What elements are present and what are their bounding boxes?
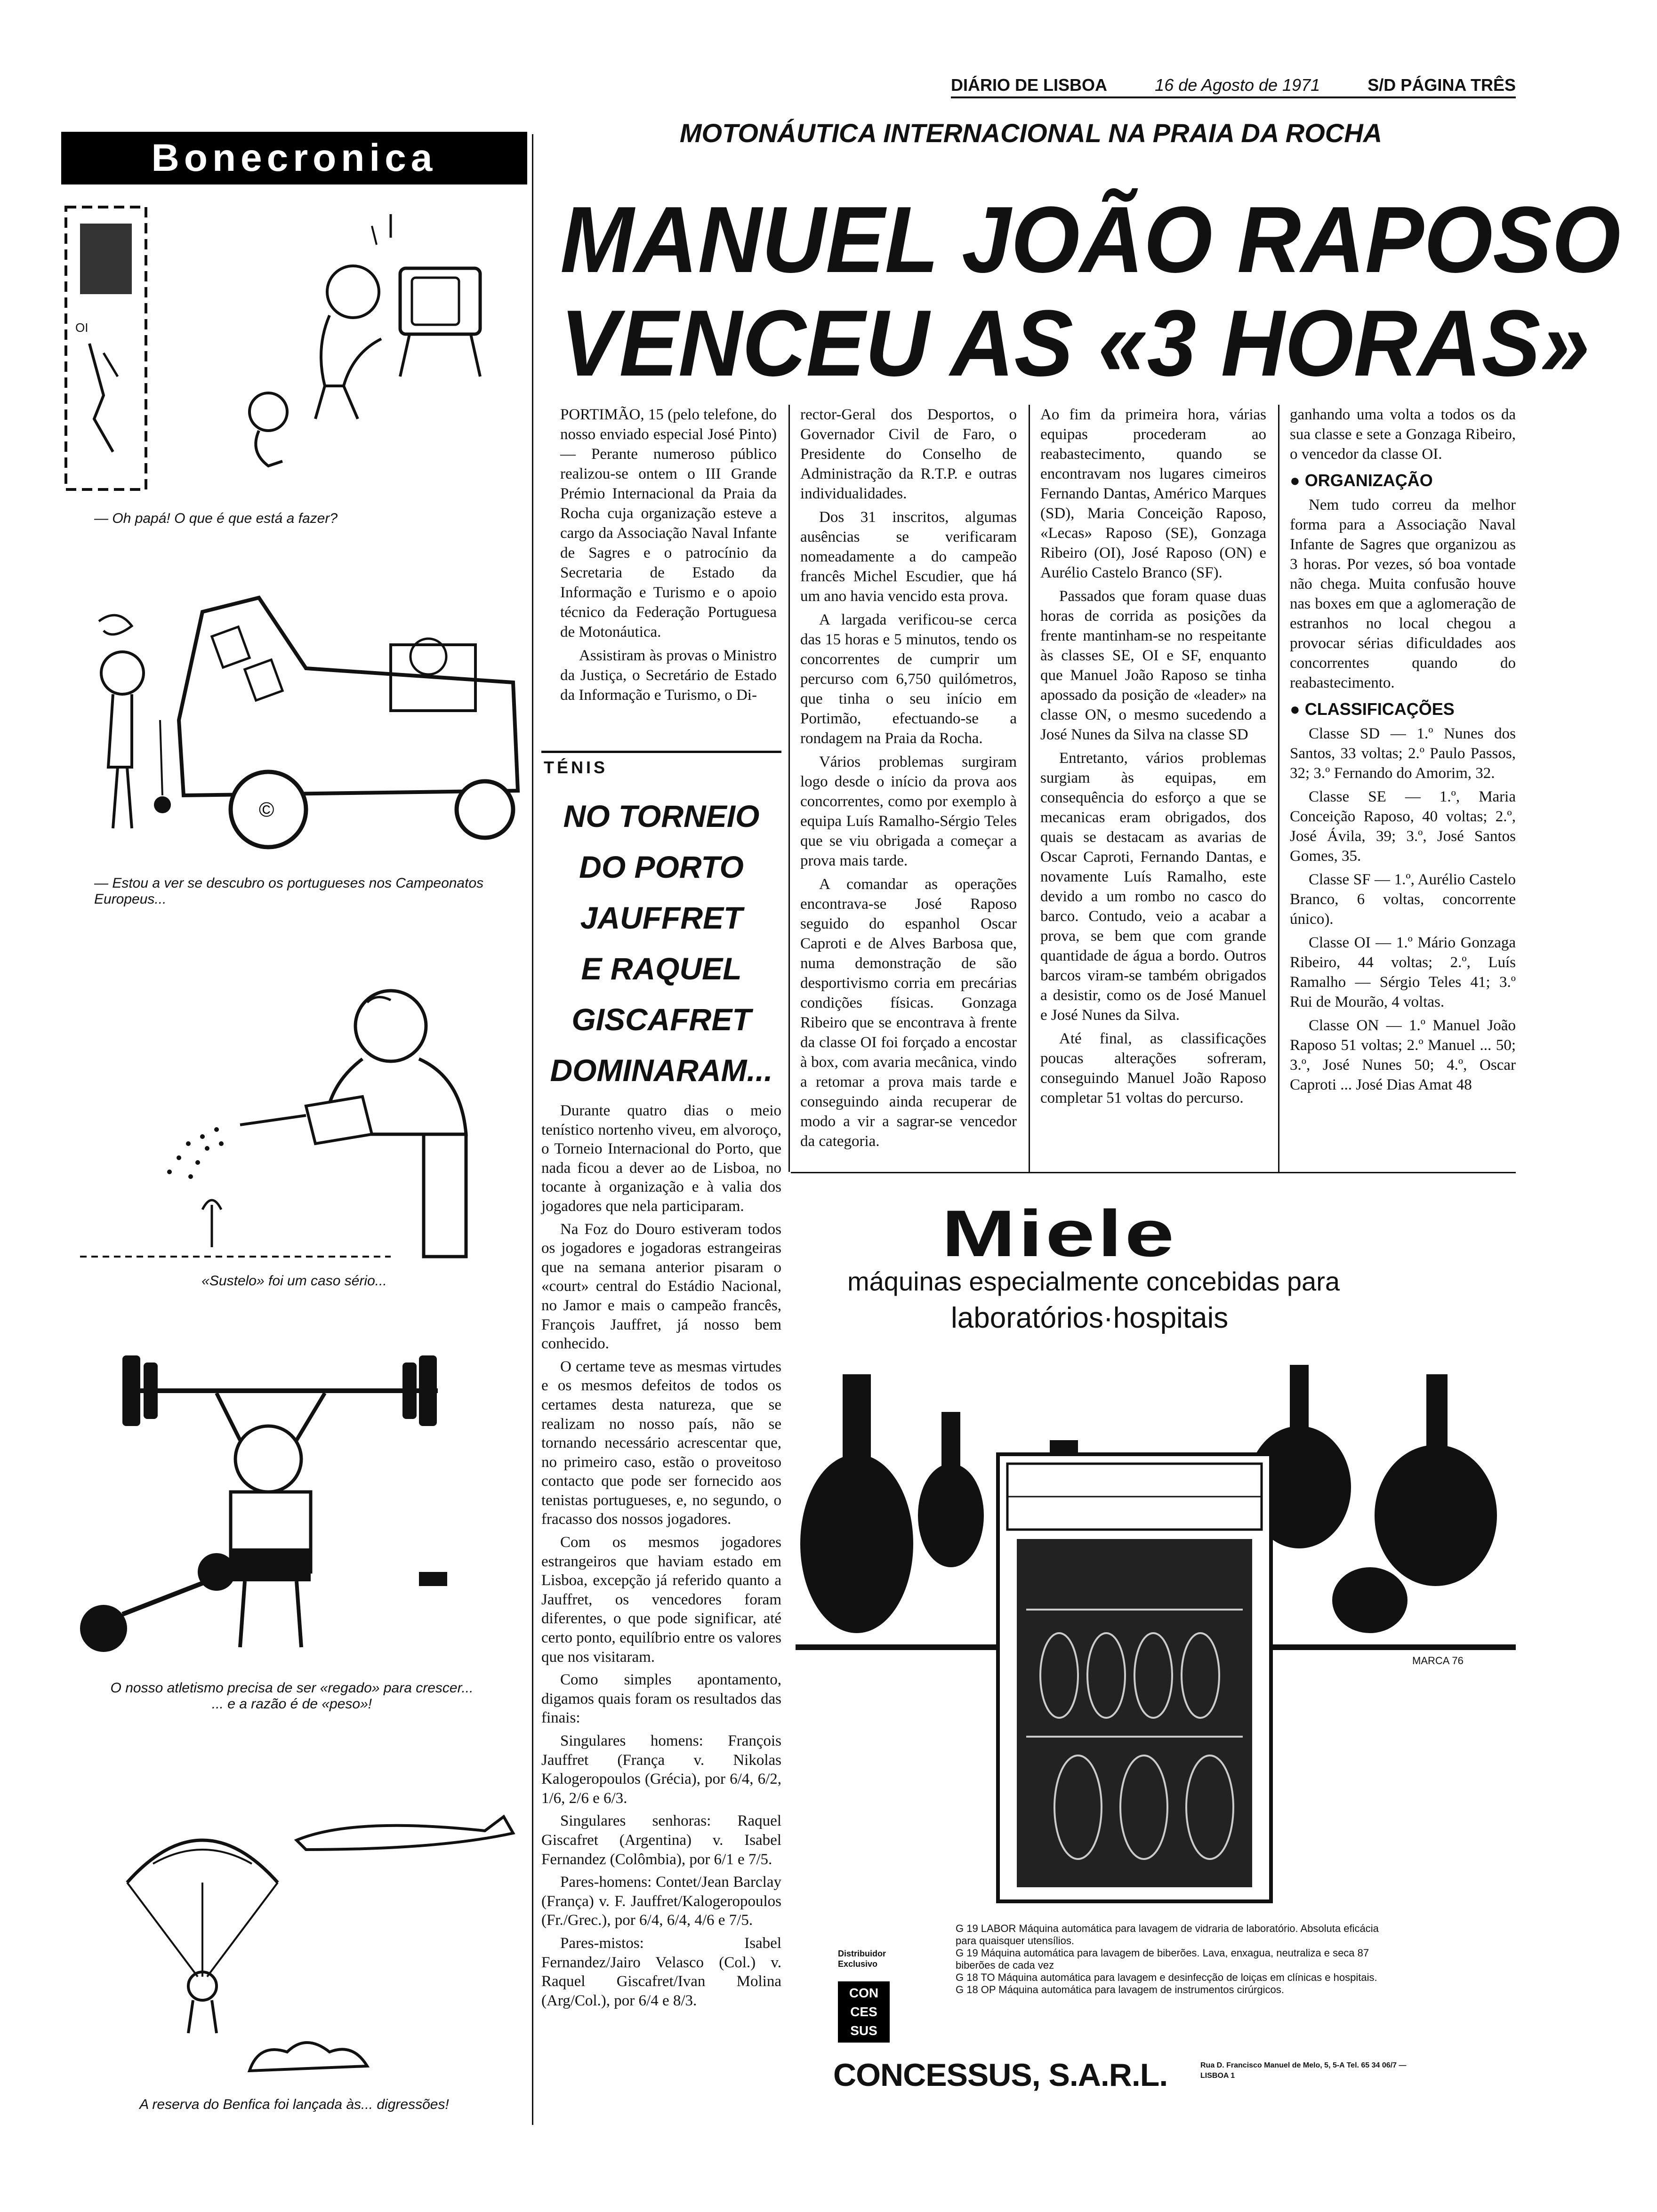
article-col-3 (1040, 405, 1266, 1112)
tenis-paragraph: Durante quatro dias o meio tenístico nortenho viveu, em alvoroço, o Torneio Internacional do Porto, que nada ficou a dever ao de Lisboa, no tocante à organização e à valia dos jogadores que nela participaram. (541, 1102, 781, 1215)
article-col4-intro: ganhando uma volta a todos os da sua classe e sete a Gonzaga Ribeiro, o vencedor da classe OI. (1290, 406, 1516, 463)
classifications-list (1290, 724, 1516, 1095)
panel-tag: OI (75, 321, 88, 335)
classification-item: Classe SF — 1.º, Aurélio Castelo Branco, 6 voltas, concorrente único). (1290, 871, 1516, 928)
tenis-top-rule (541, 751, 781, 753)
article-headline-line1: MANUEL JOÃO RAPOSO (560, 187, 1621, 292)
article-col2-p4: Vários problemas surgiram logo desde o início da prova aos concorrentes, como por exemplo à equipa Luís Ramalho-Sérgio Teles que se viu obrigada a começar a prova mais tarde. (800, 753, 1017, 869)
article-col3-p2: Passados que foram quase duas horas de corrida as posições da frente mantinham-se no respeitante às classes SE, OI e SF, enquanto que Manuel João Raposo se tinha apossado da posição de «leader» na classe ON, o mesmo sucedendo a José Nunes da Silva na classe SD (1040, 588, 1266, 743)
tenis-paragraph: Singulares homens: François Jauffret (França v. Nikolas Kalogeropoulos (Grécia), por 6/4, 6/2, 1/6, 2/6 e 6/3. (541, 1732, 781, 1807)
tenis-headline-line: NO TORNEIO (563, 799, 760, 834)
concessus-logo-text: CON CES SUS (849, 1986, 879, 2038)
car-cartoon-illustration (61, 565, 527, 866)
cartoon-panel-1 (61, 198, 527, 499)
tenis-headline-line: GISCAFRET (571, 1002, 751, 1037)
article-col1-p1: PORTIMÃO, 15 (pelo telefone, do nosso enviado especial José Pinto) — Perante numeroso público realizou-se ontem o III Grande Prémio Internacional da Praia da Rocha cuja organização esteve a cargo da Associação Naval Infante de Sagres e o patrocínio da Secretaria de Estado da Informação e Turismo e o apoio técnico da Federação Portuguesa de Motonáutica. (560, 406, 777, 641)
cartoon-panel-4 (61, 1327, 527, 1666)
classifications-heading: ● CLASSIFICAÇÕES (1290, 699, 1455, 719)
tenis-paragraph: Singulares senhoras: Raquel Giscafret (Argentina) v. Isabel Fernandez (Colômbia), por 6/1 e 7/5. (541, 1812, 781, 1868)
article-headline-line2: VENCEU AS «3 HORAS» (560, 291, 1590, 396)
bonecronica-title: Bonecronica (151, 136, 437, 179)
tenis-headline-line: E RAQUEL (581, 951, 742, 986)
tenis-headline-line: JAUFFRET (580, 900, 743, 935)
tenis-paragraph: O certame teve as mesmas virtudes e os mesmos defeitos de todos os certames desta natureza, que se realizam no nosso país, não se tornando necessário acrescentar que, no primeiro caso, estão o proveitoso contacto que pode ser fornecido aos tenistas portugueses, e, no segundo, o fracasso dos nossos jogadores. (541, 1358, 781, 1528)
watering-cartoon-illustration (61, 955, 527, 1261)
article-col3-p1: Ao fim da primeira hora, várias equipas procederam ao reabastecimento, quando se encontravam nos lugares cimeiros Fernando Dantas, Américo Marques (SD), Maria Conceição Raposo, «Lecas» Raposo (SE), Gonzaga Ribeiro (OI), José Raposo (ON) e Aurélio Castelo Branco (SF). (1040, 406, 1266, 581)
ad-mark: MARCA 76 (1412, 1655, 1464, 1667)
tenis-body (541, 1101, 781, 2014)
article-bottom-rule (791, 1172, 1516, 1173)
tenis-headline (541, 791, 781, 1096)
masthead-rule (951, 96, 1516, 98)
organization-text: Nem tudo correu da melhor forma para a Associação Naval Infante de Sagres que organizou as 3 horas. Por vezes, só boa vontade não chega. Muita confusão houve nas boxes em que a aglomeração de estranhos no local chegou a provocar sérias dificuldades aos concorrentes quando do reabastecimento. (1290, 497, 1516, 691)
tenis-headline-line: DOMINARAM... (550, 1053, 773, 1088)
tenis-label: TÉNIS (544, 758, 608, 777)
concessus-logo (838, 1981, 890, 2043)
article-col-1 (560, 405, 777, 709)
classification-item: Classe ON — 1.º Manuel João Raposo 51 voltas; 2.º Manuel ... 50; 3.º, José Nunes 50; 4.º, Oscar Caproti ... José Dias Amat 48 (1290, 1017, 1516, 1093)
article-col3-p4: Até final, as classificações poucas alterações sofreram, conseguindo Manuel João Raposo completar 51 voltas do percurso. (1040, 1030, 1266, 1106)
article-separator-1 (788, 405, 790, 1172)
cartoon-panel-2 (61, 565, 527, 866)
caption-4: O nosso atletismo precisa de ser «regado» para crescer... ... e a razão é de «peso»! (110, 1680, 474, 1712)
masthead (951, 75, 1516, 95)
ad-address: Rua D. Francisco Manuel de Melo, 5, 5-A Tel. 65 34 06/7 — LISBOA 1 (1200, 2061, 1407, 2080)
article-col2-p2: Dos 31 inscritos, algumas ausências se verificaram nomeadamente a do campeão francês Michel Escudier, que há um ano havia vencido esta prova. (800, 509, 1017, 605)
ad-model-item: G 19 LABOR Máquina automática para lavagem de vidraria de laboratório. Absoluta eficácia para quaisquer utensílios. (956, 1923, 1379, 1947)
masthead-page: S/D PÁGINA TRÊS (1367, 75, 1516, 95)
article-separator-3 (1278, 405, 1279, 1172)
masthead-paper: DIÁRIO DE LISBOA (951, 75, 1108, 95)
organization-heading: ● ORGANIZAÇÃO (1290, 471, 1433, 490)
parachute-cartoon-illustration (61, 1779, 527, 2090)
cartoon-panel-3 (61, 955, 527, 1261)
article-col2-p1: rector-Geral dos Desportos, o Governador Civil de Faro, o Presidente do Conselho de Administração da R.T.P. e outras individualidades. (800, 406, 1017, 502)
article-kicker: MOTONÁUTICA INTERNACIONAL NA PRAIA DA ROCHA (679, 118, 1383, 148)
article-col2-p5: A comandar as operações encontrava-se José Raposo seguido do espanhol Oscar Caproti e de Alves Barbosa que, numa demonstração de são desportivismo corria em precárias condições físicas. Gonzaga Ribeiro que se encontrava à frente da classe OI foi forçado a encostar à box, com avaria mecânica, vindo a retomar a prova mais tarde e conseguindo ainda recuperar de modo a vir a sagrar-se vencedor da categoria. (800, 876, 1017, 1150)
ad-model-item: G 18 OP Máquina automática para lavagem de instrumentos cirúrgicos. (956, 1984, 1284, 1996)
classification-item: Classe SD — 1.º Nunes dos Santos, 33 voltas; 2.º Paulo Passos, 32; 3.º Fernando do Amorim, 32. (1290, 725, 1516, 782)
ad-model-item: G 19 Máquina automática para lavagem de biberões. Lava, enxagua, neutraliza e seca 87 biberões de cada vez (956, 1947, 1369, 1971)
article-col2-p3: A largada verificou-se cerca das 15 horas e 5 minutos, tendo os concorrentes de cumprir um percurso com 6,750 quilómetros, que tinha o seu início em Portimão, efectuando-se a rondagem na Praia da Rocha. (800, 611, 1017, 747)
tenis-paragraph: Pares-homens: Contet/Jean Barclay (França) v. F. Jauffret/Kalogeropoulos (Fr./Grec.), por 6/4, 6/4, 4/6 e 7/5. (541, 1874, 781, 1929)
svg-text:©: © (259, 798, 274, 821)
ad-company: CONCESSUS, S.A.R.L. (833, 2057, 1168, 2093)
article-col3-p3: Entretanto, vários problemas surgiam às equipas, em consequência do esforço a que se mecanicas eram obrigados, dos quais se destacam as avarias de Oscar Caproti, Fernando Dantas, e novamente Luís Ramalho, este devido a um rombo no casco do barco. Contudo, veio a acabar a prova, se bem que com grande quantidade de água a bordo. Outros barcos viram-se também obrigados a desistir, como os de José Manuel e José Nunes da Silva. (1040, 750, 1266, 1024)
tenis-headline-line: DO PORTO (579, 850, 744, 884)
ad-models (956, 1923, 1379, 1996)
tenis-paragraph: Na Foz do Douro estiveram todos os jogadores e jogadoras estrangeiras que na semana anterior pisaram o «court» central do Estádio Nacional, no Jamor e mais o campeão francês, François Jauffret, já nosso bem conhecido. (541, 1220, 781, 1353)
ad-distributor-label: Distribuidor Exclusivo (838, 1949, 886, 1969)
tv-cartoon-illustration (61, 198, 527, 499)
caption-1: — Oh papá! O que é que está a fazer? (94, 511, 338, 526)
masthead-date: 16 de Agosto de 1971 (1155, 75, 1320, 95)
miele-ad (796, 1186, 1516, 2137)
caption-3: «Sustelo» foi um caso sério... (201, 1273, 387, 1289)
caption-2: — Estou a ver se descubro os portugueses nos Campeonatos Europeus... (94, 875, 484, 907)
tenis-paragraph: Pares-mistos: Isabel Fernandez/Jairo Velasco (Col.) v. Raquel Giscafret/Ivan Molina (Arg/Col.), por 6/4 e 8/3. (541, 1934, 781, 2009)
article-col1-p2: Assistiram às provas o Ministro da Justiça, o Secretário de Estado da Informação e Turismo, o Di- (560, 647, 777, 704)
article-col-2 (800, 405, 1017, 1155)
tenis-paragraph: Como simples apontamento, digamos quais foram os resultados das finais: (541, 1671, 781, 1727)
bonecronica-title-box (61, 132, 527, 184)
dishwasher-illustration (796, 1346, 1516, 1911)
bonecronica-separator (532, 134, 533, 2125)
ad-tagline-2: laboratórios·hospitais (951, 1302, 1229, 1334)
weightlifter-cartoon-illustration (61, 1327, 527, 1666)
miele-logo: Miele (941, 1196, 1177, 1270)
classification-item: Classe OI — 1.º Mário Gonzaga Ribeiro, 44 voltas; 2.º, Luís Ramalho — Sérgio Teles 41; 3.º Rui de Mourão, 4 voltas. (1290, 934, 1516, 1010)
cartoon-panel-5 (61, 1779, 527, 2090)
caption-5: A reserva do Benfica foi lançada às... digressões! (139, 2097, 449, 2112)
article-separator-2 (1029, 405, 1030, 1172)
ad-tagline-1: máquinas especialmente concebidas para (847, 1266, 1340, 1296)
article-col-4 (1290, 405, 1516, 1098)
ad-model-item: G 18 TO Máquina automática para lavagem e desinfecção de loiças em clínicas e hospitais. (956, 1972, 1377, 1983)
tenis-paragraph: Com os mesmos jogadores estrangeiros que haviam estado em Lisboa, excepção já referido quanto a Jauffret, os vencedores foram diferentes, o que pode significar, até certo ponto, equilíbrio entre os valores que nos visitaram. (541, 1534, 781, 1666)
classification-item: Classe SE — 1.º, Maria Conceição Raposo, 40 voltas; 2.º, José Ávila, 39; 3.º, José Santos Gomes, 35. (1290, 788, 1516, 865)
